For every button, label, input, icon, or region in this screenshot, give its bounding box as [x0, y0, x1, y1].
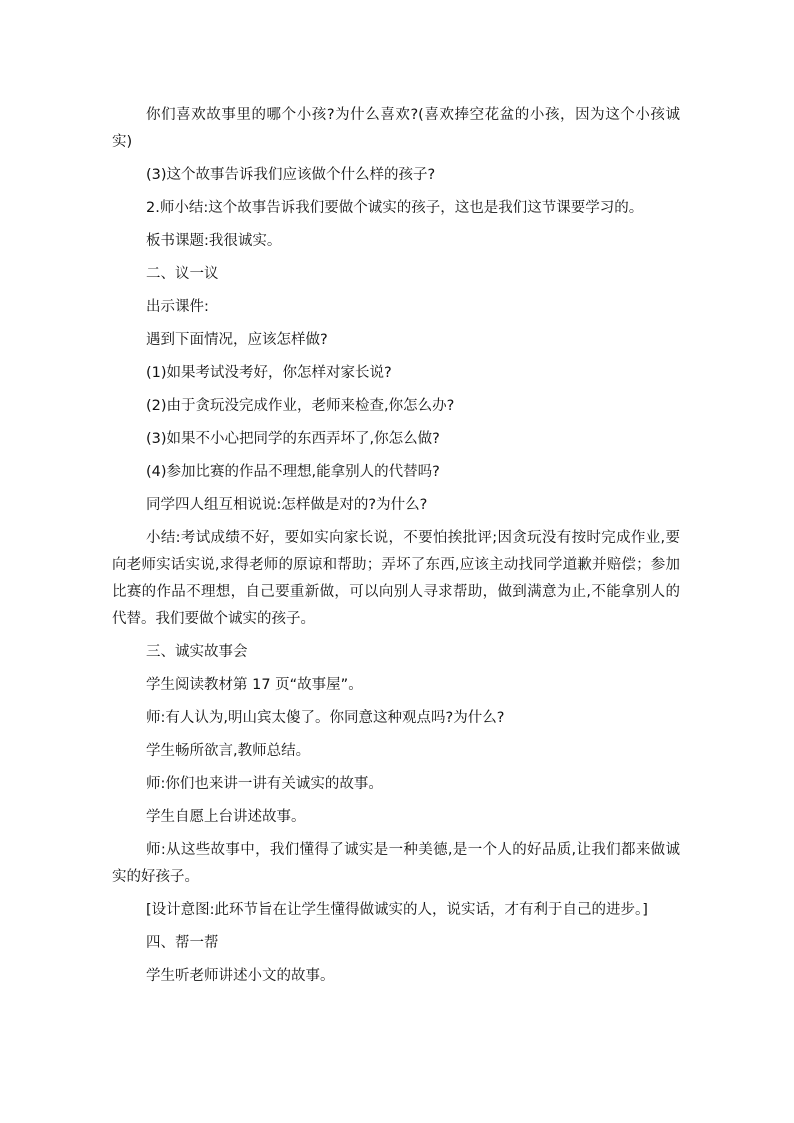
paragraph-read-textbook: 学生阅读教材第 17 页“故事屋”。: [146, 677, 363, 693]
paragraph-summary: 小结:考试成绩不好，要如实向家长说，不要怕挨批评;因贪玩没有按时完成作业,要向老师实话实说,求得老师的原谅和帮助；弄坏了东西,应该主动找同学道歉并赔偿；参加比赛的作品不理想，自己要重新做，可以向别人寻求帮助，做到满意为止,不能拿别人的代替。我们要做个诚实的孩子。: [112, 530, 680, 627]
paragraph-teacher-summary: 2.师小结:这个故事告诉我们要做个诚实的孩子，这也是我们这节课要学习的。: [146, 200, 644, 216]
list-item-situation-1: (1)如果考试没考好，你怎样对家长说?: [146, 365, 392, 381]
paragraph-teacher-invite: 师:你们也来讲一讲有关诚实的故事。: [146, 776, 383, 792]
list-item-situation-3: (3)如果不小心把同学的东西弄坏了,你怎么做?: [146, 431, 440, 447]
paragraph-situations-intro: 遇到下面情况，应该怎样做?: [146, 332, 328, 348]
paragraph-students-tell: 学生自愿上台讲述故事。: [146, 809, 306, 825]
paragraph-board-title: 板书课题:我很诚实。: [146, 233, 282, 249]
document-page: [112, 102, 680, 996]
paragraph-students-speak: 学生畅所欲言,教师总结。: [146, 743, 311, 759]
paragraph-teacher-conclusion: 师:从这些故事中，我们懂得了诚实是一种美德,是一个人的好品质,让我们都来做诚实的好孩子。: [112, 842, 680, 885]
list-item-situation-2: (2)由于贪玩没完成作业，老师来检查,你怎么办?: [146, 398, 455, 414]
paragraph-show-courseware: 出示课件:: [146, 299, 209, 315]
paragraph-listen-story: 学生听老师讲述小文的故事。: [146, 968, 335, 984]
paragraph-design-intent: [设计意图:此环节旨在让学生懂得做诚实的人，说实话，才有利于自己的进步。]: [146, 902, 648, 918]
paragraph-question-3: (3)这个故事告诉我们应该做个什么样的孩子?: [146, 167, 436, 183]
paragraph-group-discussion: 同学四人组互相说说:怎样做是对的?为什么?: [146, 497, 428, 513]
section-heading-help: 四、帮一帮: [146, 935, 219, 951]
section-heading-discuss: 二、议一议: [146, 266, 219, 282]
section-heading-story-meeting: 三、诚实故事会: [146, 644, 248, 660]
paragraph-question-which-child: 你们喜欢故事里的哪个小孩?为什么喜欢?(喜欢捧空花盆的小孩，因为这个小孩诚实): [112, 107, 680, 150]
list-item-situation-4: (4)参加比赛的作品不理想,能拿别人的代替吗?: [146, 464, 440, 480]
paragraph-teacher-question: 师:有人认为,明山宾太傻了。你同意这种观点吗?为什么?: [146, 710, 505, 726]
